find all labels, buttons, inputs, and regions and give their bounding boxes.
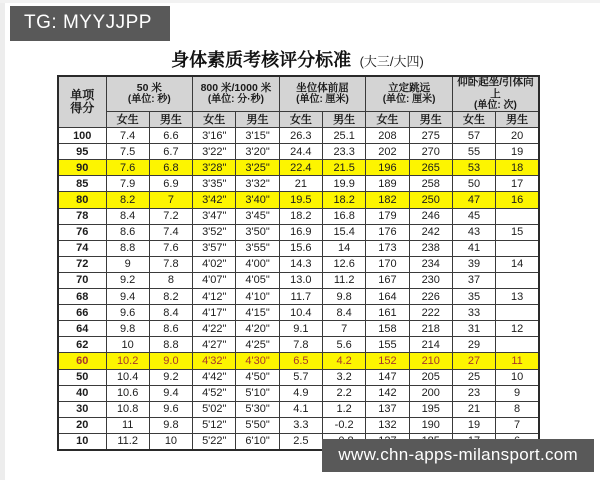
value-cell: -0.2 bbox=[323, 417, 366, 433]
value-cell: 11.2 bbox=[323, 272, 366, 288]
value-cell: 45 bbox=[452, 208, 495, 224]
corner-line2: 得分 bbox=[70, 101, 95, 116]
value-cell: 170 bbox=[366, 256, 409, 272]
value-cell: 10 bbox=[149, 433, 192, 450]
table-row bbox=[58, 144, 539, 160]
value-cell: 234 bbox=[409, 256, 452, 272]
value-cell: 5'50" bbox=[236, 417, 279, 433]
value-cell: 195 bbox=[409, 401, 452, 417]
value-cell: 8.4 bbox=[149, 305, 192, 321]
value-cell: 210 bbox=[409, 353, 452, 369]
value-cell: 9.2 bbox=[149, 369, 192, 385]
value-cell: 11 bbox=[106, 417, 149, 433]
value-cell: 9.6 bbox=[149, 401, 192, 417]
value-cell: 41 bbox=[452, 240, 495, 256]
value-cell: 14 bbox=[496, 256, 539, 272]
value-cell: 9.4 bbox=[149, 385, 192, 401]
value-cell: 196 bbox=[366, 160, 409, 176]
value-cell bbox=[496, 305, 539, 321]
value-cell: 8.8 bbox=[149, 337, 192, 353]
value-cell: 53 bbox=[452, 160, 495, 176]
value-cell: 25 bbox=[452, 369, 495, 385]
value-cell: 8.6 bbox=[149, 321, 192, 337]
gender-header-female: 女生 bbox=[366, 112, 409, 128]
score-cell: 68 bbox=[58, 289, 106, 305]
gender-header-female: 女生 bbox=[452, 112, 495, 128]
value-cell: 3.3 bbox=[279, 417, 322, 433]
value-cell: 7.6 bbox=[106, 160, 149, 176]
value-cell: 21.5 bbox=[323, 160, 366, 176]
value-cell: 4'10" bbox=[236, 289, 279, 305]
value-cell: 7.4 bbox=[106, 128, 149, 144]
value-cell: 55 bbox=[452, 144, 495, 160]
value-cell: 2.2 bbox=[323, 385, 366, 401]
value-cell: 3'55" bbox=[236, 240, 279, 256]
value-cell: 167 bbox=[366, 272, 409, 288]
value-cell: 10.2 bbox=[106, 353, 149, 369]
value-cell: 23 bbox=[452, 385, 495, 401]
score-cell: 62 bbox=[58, 337, 106, 353]
score-cell: 70 bbox=[58, 272, 106, 288]
score-cell: 74 bbox=[58, 240, 106, 256]
value-cell: 8 bbox=[496, 401, 539, 417]
value-cell: 2.5 bbox=[279, 433, 322, 450]
value-cell: 9.4 bbox=[106, 289, 149, 305]
gender-header-male: 男生 bbox=[236, 112, 279, 128]
value-cell: 17 bbox=[496, 176, 539, 192]
fitness-score-table bbox=[57, 75, 540, 451]
value-cell: 4'07" bbox=[193, 272, 236, 288]
value-cell: 4'20" bbox=[236, 321, 279, 337]
value-cell bbox=[496, 272, 539, 288]
value-cell: 137 bbox=[366, 401, 409, 417]
value-cell: 1.2 bbox=[323, 401, 366, 417]
score-cell: 90 bbox=[58, 160, 106, 176]
gender-header-male: 男生 bbox=[149, 112, 192, 128]
value-cell: 9.0 bbox=[149, 353, 192, 369]
value-cell: 6'10" bbox=[236, 433, 279, 450]
score-cell: 20 bbox=[58, 417, 106, 433]
table-row bbox=[58, 176, 539, 192]
value-cell: 4'00" bbox=[236, 256, 279, 272]
value-cell: 18 bbox=[496, 160, 539, 176]
value-cell: 12 bbox=[496, 321, 539, 337]
value-cell: 6.9 bbox=[149, 176, 192, 192]
value-cell: 9 bbox=[496, 385, 539, 401]
value-cell bbox=[496, 240, 539, 256]
table-row bbox=[58, 192, 539, 208]
value-cell: 230 bbox=[409, 272, 452, 288]
value-cell: 132 bbox=[366, 417, 409, 433]
value-cell bbox=[496, 337, 539, 353]
value-cell: 3'15" bbox=[236, 128, 279, 144]
value-cell: 4'17" bbox=[193, 305, 236, 321]
value-cell: 22.4 bbox=[279, 160, 322, 176]
value-cell: 173 bbox=[366, 240, 409, 256]
value-cell: 155 bbox=[366, 337, 409, 353]
table-row bbox=[58, 417, 539, 433]
value-cell: 11.2 bbox=[106, 433, 149, 450]
value-cell: 158 bbox=[366, 321, 409, 337]
score-cell: 66 bbox=[58, 305, 106, 321]
value-cell: 7 bbox=[149, 192, 192, 208]
table-row bbox=[58, 256, 539, 272]
score-cell: 80 bbox=[58, 192, 106, 208]
value-cell: 4.9 bbox=[279, 385, 322, 401]
value-cell: 3'45" bbox=[236, 208, 279, 224]
value-cell: 19.5 bbox=[279, 192, 322, 208]
value-cell: 6.7 bbox=[149, 144, 192, 160]
value-cell: 7.9 bbox=[106, 176, 149, 192]
value-cell: 3'50" bbox=[236, 224, 279, 240]
value-cell: 7 bbox=[496, 417, 539, 433]
value-cell: 7.8 bbox=[279, 337, 322, 353]
gender-header-female: 女生 bbox=[279, 112, 322, 128]
score-cell: 60 bbox=[58, 353, 106, 369]
value-cell: 4'05" bbox=[236, 272, 279, 288]
value-cell: 16.8 bbox=[323, 208, 366, 224]
value-cell: 9.1 bbox=[279, 321, 322, 337]
value-cell: 3'40" bbox=[236, 192, 279, 208]
score-cell: 85 bbox=[58, 176, 106, 192]
value-cell: 10 bbox=[496, 369, 539, 385]
score-cell: 72 bbox=[58, 256, 106, 272]
table-row bbox=[58, 128, 539, 144]
gender-header-female: 女生 bbox=[193, 112, 236, 128]
value-cell: 7.5 bbox=[106, 144, 149, 160]
value-cell: 5.7 bbox=[279, 369, 322, 385]
value-cell: 23.3 bbox=[323, 144, 366, 160]
value-cell: 7.2 bbox=[149, 208, 192, 224]
value-cell: 4'52" bbox=[193, 385, 236, 401]
value-cell: 8 bbox=[149, 272, 192, 288]
value-cell: 14 bbox=[323, 240, 366, 256]
value-cell: 19 bbox=[496, 144, 539, 160]
value-cell: 7.8 bbox=[149, 256, 192, 272]
page-title bbox=[57, 46, 538, 72]
value-cell: 275 bbox=[409, 128, 452, 144]
value-cell: 214 bbox=[409, 337, 452, 353]
value-cell: 179 bbox=[366, 208, 409, 224]
value-cell: 39 bbox=[452, 256, 495, 272]
value-cell: 4.1 bbox=[279, 401, 322, 417]
value-cell: 3'57" bbox=[193, 240, 236, 256]
value-cell: 18.2 bbox=[279, 208, 322, 224]
value-cell: 11.7 bbox=[279, 289, 322, 305]
group-header-50m: 50 米 (单位: 秒) bbox=[106, 76, 193, 112]
value-cell: 4'12" bbox=[193, 289, 236, 305]
value-cell: 15.4 bbox=[323, 224, 366, 240]
table-row bbox=[58, 305, 539, 321]
value-cell: 14.3 bbox=[279, 256, 322, 272]
value-cell: 15.6 bbox=[279, 240, 322, 256]
value-cell: 25.1 bbox=[323, 128, 366, 144]
value-cell: 37 bbox=[452, 272, 495, 288]
group-header-800m-1000m: 800 米/1000 米 (单位: 分·秒) bbox=[193, 76, 280, 112]
value-cell: 16.9 bbox=[279, 224, 322, 240]
value-cell: 4'30" bbox=[236, 353, 279, 369]
value-cell: 200 bbox=[409, 385, 452, 401]
value-cell: 3.2 bbox=[323, 369, 366, 385]
value-cell: 3'16" bbox=[193, 128, 236, 144]
photo-edge-top bbox=[0, 0, 600, 3]
score-cell: 95 bbox=[58, 144, 106, 160]
value-cell: 31 bbox=[452, 321, 495, 337]
value-cell: 3'28" bbox=[193, 160, 236, 176]
value-cell: 270 bbox=[409, 144, 452, 160]
value-cell: 9.8 bbox=[323, 289, 366, 305]
value-cell: 190 bbox=[409, 417, 452, 433]
value-cell: 238 bbox=[409, 240, 452, 256]
gender-header-male: 男生 bbox=[323, 112, 366, 128]
value-cell: 29 bbox=[452, 337, 495, 353]
score-cell: 40 bbox=[58, 385, 106, 401]
value-cell: 3'47" bbox=[193, 208, 236, 224]
table-row bbox=[58, 353, 539, 369]
value-cell: 21 bbox=[452, 401, 495, 417]
value-cell: 10.8 bbox=[106, 401, 149, 417]
value-cell: 226 bbox=[409, 289, 452, 305]
table-row bbox=[58, 401, 539, 417]
group-header-sit-and-reach: 坐位体前屈 (单位: 厘米) bbox=[279, 76, 366, 112]
value-cell: 208 bbox=[366, 128, 409, 144]
value-cell: 242 bbox=[409, 224, 452, 240]
value-cell: 18.2 bbox=[323, 192, 366, 208]
value-cell: 4'32" bbox=[193, 353, 236, 369]
value-cell: 4'25" bbox=[236, 337, 279, 353]
value-cell: 152 bbox=[366, 353, 409, 369]
value-cell: 12.6 bbox=[323, 256, 366, 272]
value-cell: 4'42" bbox=[193, 369, 236, 385]
value-cell: 27 bbox=[452, 353, 495, 369]
value-cell: 222 bbox=[409, 305, 452, 321]
value-cell: 4.2 bbox=[323, 353, 366, 369]
value-cell: 5'10" bbox=[236, 385, 279, 401]
value-cell: 19.9 bbox=[323, 176, 366, 192]
value-cell: 10.4 bbox=[106, 369, 149, 385]
value-cell: 8.6 bbox=[106, 224, 149, 240]
value-cell: 4'22" bbox=[193, 321, 236, 337]
value-cell: 50 bbox=[452, 176, 495, 192]
table-row bbox=[58, 321, 539, 337]
table-row bbox=[58, 369, 539, 385]
value-cell: 10.6 bbox=[106, 385, 149, 401]
table-row bbox=[58, 289, 539, 305]
value-cell: 218 bbox=[409, 321, 452, 337]
value-cell: 4'50" bbox=[236, 369, 279, 385]
value-cell: 3'32" bbox=[236, 176, 279, 192]
value-cell: 10.4 bbox=[279, 305, 322, 321]
page-title-grade-note: (大三/大四) bbox=[359, 54, 424, 69]
table-row bbox=[58, 160, 539, 176]
value-cell: 8.4 bbox=[106, 208, 149, 224]
gender-header-female: 女生 bbox=[106, 112, 149, 128]
value-cell: 9.8 bbox=[149, 417, 192, 433]
table-row bbox=[58, 337, 539, 353]
value-cell: 8.2 bbox=[106, 192, 149, 208]
value-cell: 20 bbox=[496, 128, 539, 144]
value-cell: 4'27" bbox=[193, 337, 236, 353]
value-cell: 7.4 bbox=[149, 224, 192, 240]
value-cell: 4'02" bbox=[193, 256, 236, 272]
table-row bbox=[58, 385, 539, 401]
value-cell: 5'12" bbox=[193, 417, 236, 433]
value-cell: 5'30" bbox=[236, 401, 279, 417]
value-cell bbox=[496, 208, 539, 224]
group-header-standing-long-jump: 立定跳远 (单位: 厘米) bbox=[366, 76, 453, 112]
value-cell: 250 bbox=[409, 192, 452, 208]
value-cell: 9.6 bbox=[106, 305, 149, 321]
value-cell: 189 bbox=[366, 176, 409, 192]
corner-header-score bbox=[58, 76, 106, 128]
value-cell: 182 bbox=[366, 192, 409, 208]
gender-header-male: 男生 bbox=[496, 112, 539, 128]
value-cell: 7.6 bbox=[149, 240, 192, 256]
value-cell: 3'52" bbox=[193, 224, 236, 240]
value-cell: 176 bbox=[366, 224, 409, 240]
value-cell: 7 bbox=[323, 321, 366, 337]
value-cell: 8.2 bbox=[149, 289, 192, 305]
value-cell: 164 bbox=[366, 289, 409, 305]
value-cell: 15 bbox=[496, 224, 539, 240]
score-cell: 50 bbox=[58, 369, 106, 385]
table-row bbox=[58, 208, 539, 224]
value-cell: 246 bbox=[409, 208, 452, 224]
value-cell: 205 bbox=[409, 369, 452, 385]
value-cell: 5'02" bbox=[193, 401, 236, 417]
value-cell: 142 bbox=[366, 385, 409, 401]
value-cell: 9.8 bbox=[106, 321, 149, 337]
value-cell: 11 bbox=[496, 353, 539, 369]
group-header-situp-pullup: 仰卧起坐/引体向上 (单位: 次) bbox=[452, 76, 539, 112]
table-row bbox=[58, 240, 539, 256]
value-cell: 9 bbox=[106, 256, 149, 272]
value-cell: 3'35" bbox=[193, 176, 236, 192]
value-cell: 6.8 bbox=[149, 160, 192, 176]
value-cell: 9.2 bbox=[106, 272, 149, 288]
value-cell: 26.3 bbox=[279, 128, 322, 144]
value-cell: 3'20" bbox=[236, 144, 279, 160]
website-watermark-badge: www.chn-apps-milansport.com bbox=[322, 439, 594, 472]
value-cell: 13 bbox=[496, 289, 539, 305]
value-cell: 5.6 bbox=[323, 337, 366, 353]
score-cell: 30 bbox=[58, 401, 106, 417]
value-cell: 4'15" bbox=[236, 305, 279, 321]
table-group-header-row bbox=[58, 76, 539, 112]
score-cell: 100 bbox=[58, 128, 106, 144]
value-cell: 3'22" bbox=[193, 144, 236, 160]
value-cell: 6.6 bbox=[149, 128, 192, 144]
value-cell: 10 bbox=[106, 337, 149, 353]
score-cell: 76 bbox=[58, 224, 106, 240]
value-cell: 47 bbox=[452, 192, 495, 208]
value-cell: 16 bbox=[496, 192, 539, 208]
tg-watermark-badge: TG: MYYJJPP bbox=[10, 6, 170, 41]
value-cell: 13.0 bbox=[279, 272, 322, 288]
table-gender-header-row bbox=[58, 112, 539, 128]
value-cell: 24.4 bbox=[279, 144, 322, 160]
value-cell: 3'25" bbox=[236, 160, 279, 176]
corner-line1: 单项 bbox=[70, 87, 95, 102]
value-cell: 6.5 bbox=[279, 353, 322, 369]
value-cell: 265 bbox=[409, 160, 452, 176]
page-title-main: 身体素质考核评分标准 bbox=[171, 50, 352, 70]
value-cell: 3'42" bbox=[193, 192, 236, 208]
score-cell: 10 bbox=[58, 433, 106, 450]
value-cell: 33 bbox=[452, 305, 495, 321]
score-cell: 78 bbox=[58, 208, 106, 224]
value-cell: 35 bbox=[452, 289, 495, 305]
value-cell: 21 bbox=[279, 176, 322, 192]
value-cell: 19 bbox=[452, 417, 495, 433]
gender-header-male: 男生 bbox=[409, 112, 452, 128]
table-row bbox=[58, 272, 539, 288]
value-cell: 8.8 bbox=[106, 240, 149, 256]
value-cell: 5'22" bbox=[193, 433, 236, 450]
value-cell: 202 bbox=[366, 144, 409, 160]
value-cell: 43 bbox=[452, 224, 495, 240]
value-cell: 57 bbox=[452, 128, 495, 144]
value-cell: 8.4 bbox=[323, 305, 366, 321]
value-cell: 258 bbox=[409, 176, 452, 192]
value-cell: 161 bbox=[366, 305, 409, 321]
table-row bbox=[58, 224, 539, 240]
score-cell: 64 bbox=[58, 321, 106, 337]
photo-edge-left bbox=[0, 0, 5, 480]
value-cell: 147 bbox=[366, 369, 409, 385]
